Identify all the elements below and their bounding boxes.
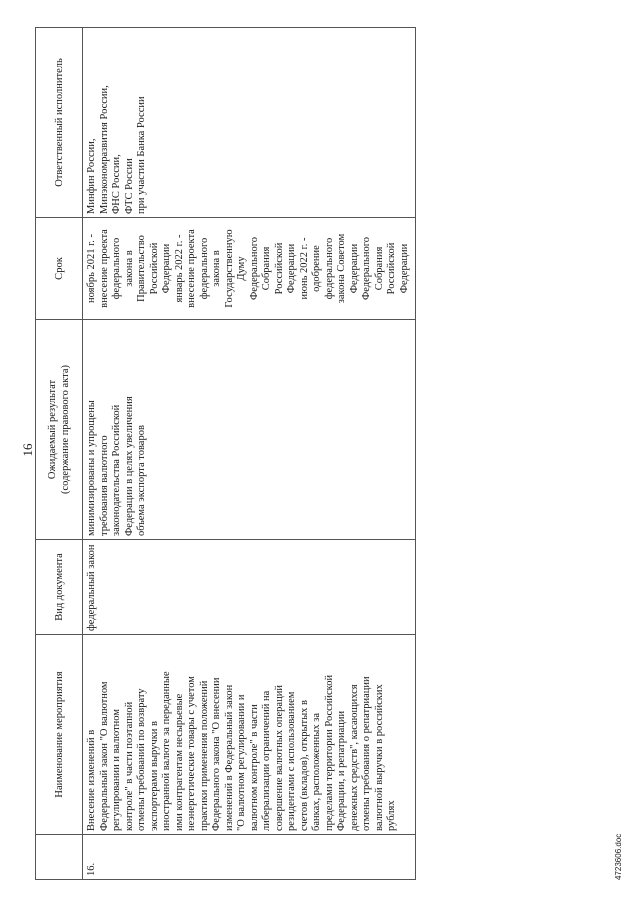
table-row: [83, 28, 416, 880]
measure-name-line: отмены требований по возврату: [136, 688, 147, 831]
measure-name-line: либерализации ограничений на: [261, 690, 272, 831]
deadline-line: Федерации: [398, 243, 410, 294]
measure-name-line: экспортерами выручки в: [148, 721, 160, 831]
deadline-line: закона Советом: [336, 233, 347, 304]
deadline-line: федерального: [198, 237, 210, 300]
deadline-line: Собрания: [261, 246, 272, 291]
deadline-line: Государственную: [223, 229, 235, 308]
measure-name-line: изменений в Федеральный закон: [223, 684, 235, 831]
deadline-line: Федерального: [361, 237, 372, 301]
responsible-line: Минфин России,: [86, 138, 97, 214]
deadline-line: закона в: [211, 250, 222, 287]
deadline: [83, 218, 416, 320]
measure-name-line: практики применения положений: [198, 680, 210, 831]
measure-name: [83, 635, 416, 835]
measure-name-line: пределами территории Российской: [323, 674, 335, 831]
measure-name-line: "О валютном регулировании и: [236, 694, 247, 831]
deadline-line: Правительство: [136, 235, 147, 302]
header-name: Наименование мероприятия: [36, 635, 83, 835]
deadline-line: одобрение: [311, 245, 322, 292]
measure-name-line: Федерации, и репатриации: [336, 710, 347, 831]
responsible-line: ФТС России: [123, 158, 135, 214]
measure-name-line: Внесение изменений в: [86, 729, 97, 831]
deadline-line: Федерации: [286, 243, 297, 294]
measure-name-line: Федерального закона "О внесении: [211, 677, 222, 831]
deadline-line: Российской: [148, 242, 160, 295]
expected-result: [83, 320, 416, 540]
header-result: [36, 320, 83, 540]
header-result-line: Ожидаемый результат: [47, 379, 58, 480]
header-doc-type: Вид документа: [36, 540, 83, 635]
responsible-executor: [83, 28, 416, 218]
measure-name-line: денежных средств", касающихся: [348, 684, 360, 831]
measure-name-line: счетов (вкладов), открытых в: [298, 699, 310, 831]
deadline-line: Федерации: [161, 243, 172, 294]
document-filename: 4723606.doc: [614, 833, 623, 880]
measure-name-line: отмены требования о репатриации: [361, 676, 372, 831]
result-line: требования валютного: [98, 435, 110, 536]
responsible-line: Минэкономразвития России,: [98, 85, 110, 214]
result-line: минимизированы и упрощены: [86, 400, 97, 536]
measure-name-line: банках, расположенных за: [311, 712, 322, 831]
measure-name-line: рублях: [386, 800, 397, 831]
measure-name-line: Федеральный закон "О валютном: [98, 681, 110, 831]
header-result-line: (содержание правового акта): [60, 365, 71, 495]
result-line: законодательства Российской: [111, 404, 122, 536]
deadline-line: федерального: [323, 237, 335, 300]
measure-name-line: валютном контроле" в части: [248, 704, 260, 831]
measure-name-line: резидентами с использованием: [286, 691, 297, 831]
document-type: федеральный закон: [83, 540, 416, 635]
measure-name-line: ими контрагентам несырьевые: [173, 693, 185, 831]
result-line: Федерации в целях увеличения: [123, 396, 135, 536]
deadline-line: Федерального: [248, 237, 260, 301]
table-header-row: [36, 28, 83, 880]
measure-name-line: регулировании и валютном: [111, 709, 122, 831]
deadline-line: Российской: [273, 242, 285, 295]
deadline-line: внесение проекта: [98, 229, 110, 308]
responsible-line: при участии Банка России: [136, 96, 147, 214]
deadline-line: Собрания: [373, 246, 385, 291]
deadline-line: ноябрь 2021 г. -: [86, 234, 97, 303]
page-number: 16: [20, 443, 35, 457]
deadline-line: Думу: [236, 256, 247, 281]
measure-name-line: совершение валютных операций: [273, 685, 285, 831]
deadline-line: закона в: [123, 250, 135, 287]
measures-table: [35, 27, 416, 880]
deadline-line: январь 2022 г. -: [173, 234, 185, 303]
deadline-line: Федерации: [348, 243, 360, 294]
header-deadline: Срок: [36, 218, 83, 320]
header-responsible: Ответственный исполнитель: [36, 28, 83, 218]
measure-name-line: контроле" в части поэтапной: [123, 701, 135, 831]
measure-name-line: неэнергетические товары с учетом: [186, 676, 197, 831]
header-number: [36, 835, 83, 880]
deadline-line: внесение проекта: [186, 229, 197, 308]
deadline-line: федерального: [111, 237, 122, 300]
result-line: объема экспорта товаров: [136, 425, 147, 536]
deadline-line: июнь 2022 г. -: [298, 237, 310, 300]
measure-name-line: иностранной валюте за переданные: [161, 671, 172, 831]
measure-name-line: валютной выручки в российских: [373, 684, 385, 831]
responsible-line: ФНС России,: [111, 154, 122, 214]
deadline-line: Российской: [386, 242, 397, 295]
row-number: 16.: [83, 835, 416, 880]
